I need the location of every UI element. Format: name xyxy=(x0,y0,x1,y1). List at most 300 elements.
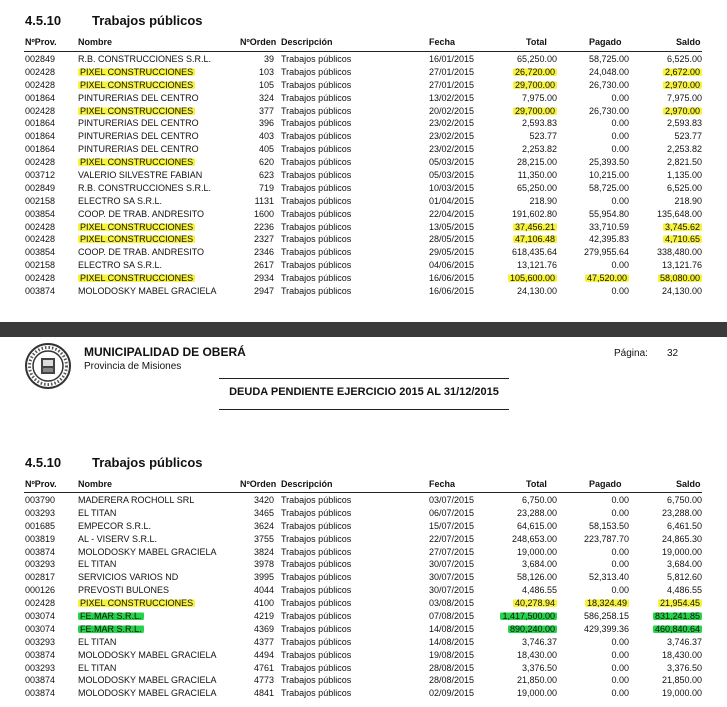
cell-nombre xyxy=(78,105,195,118)
cell-orden: 2934 xyxy=(253,273,274,284)
highlight-mark: PIXEL CONSTRUCCIONES xyxy=(80,273,194,284)
highlight-mark: 2,970.00 xyxy=(664,105,700,116)
cell-desc: Trabajos públicos xyxy=(281,92,352,103)
cell-orden: 4377 xyxy=(253,636,274,647)
cell-nombre: MOLODOSKY MABEL GRACIELA xyxy=(78,649,217,660)
cell-desc: Trabajos públicos xyxy=(281,572,352,583)
table-row xyxy=(0,156,727,169)
cell-pagado: 24,048.00 xyxy=(588,66,629,77)
highlight-mark: FE.MAR S.R.L. xyxy=(80,623,142,634)
table-row xyxy=(0,687,727,700)
cell-total: 19,000.00 xyxy=(516,546,557,557)
cell-nombre: EL TITAN xyxy=(78,636,117,647)
cell-pagado: 0.00 xyxy=(611,585,629,596)
cell-nombre xyxy=(78,597,195,610)
cell-pagado: 0.00 xyxy=(611,662,629,673)
cell-prov: 003854 xyxy=(25,247,56,258)
table-row xyxy=(0,66,727,79)
municipality-name: MUNICIPALIDAD DE OBERÁ xyxy=(84,345,246,359)
cell-prov: 002158 xyxy=(25,195,56,206)
table-row xyxy=(0,623,727,636)
cell-desc: Trabajos públicos xyxy=(281,507,352,518)
cell-orden: 3995 xyxy=(253,572,274,583)
cell-nombre: COOP. DE TRAB. ANDRESITO xyxy=(78,247,205,258)
header-descripcion: Descripción xyxy=(281,479,333,489)
cell-prov: 002817 xyxy=(25,572,56,583)
highlight-mark: 18,324.49 xyxy=(586,598,627,609)
cell-saldo: 3,376.50 xyxy=(666,662,702,673)
section-name-2: Trabajos públicos xyxy=(92,455,203,470)
bottom-table-body xyxy=(0,494,727,700)
cell-total: 13,121.76 xyxy=(516,260,557,271)
cell-saldo xyxy=(630,623,702,636)
cell-total: 4,486.55 xyxy=(521,585,557,596)
table-row xyxy=(0,636,727,649)
cell-fecha: 30/07/2015 xyxy=(429,585,475,596)
cell-orden: 2617 xyxy=(253,260,274,271)
cell-prov: 003293 xyxy=(25,507,56,518)
cell-orden: 3978 xyxy=(253,559,274,570)
cell-prov: 003712 xyxy=(25,170,56,181)
highlight-mark: 21,954.45 xyxy=(659,598,700,609)
cell-total: 3,376.50 xyxy=(521,662,557,673)
cell-pagado: 0.00 xyxy=(611,195,629,206)
header-rule xyxy=(24,51,702,52)
cell-pagado: 0.00 xyxy=(611,507,629,518)
table-row xyxy=(0,182,727,195)
cell-desc: Trabajos públicos xyxy=(281,273,352,284)
cell-saldo: 19,000.00 xyxy=(661,546,702,557)
cell-prov: 003293 xyxy=(25,662,56,673)
cell-desc: Trabajos públicos xyxy=(281,260,352,271)
cell-nombre: ELECTRO SA S.R.L. xyxy=(78,260,163,271)
cell-pagado: 223,787.70 xyxy=(583,533,629,544)
cell-total xyxy=(480,233,557,246)
cell-total: 2,253.82 xyxy=(521,144,557,155)
cell-saldo: 23,288.00 xyxy=(661,507,702,518)
cell-fecha: 16/01/2015 xyxy=(429,54,475,64)
header-total: Total xyxy=(526,37,547,47)
cell-total xyxy=(480,597,557,610)
cell-saldo: 2,593.83 xyxy=(666,118,702,129)
cell-nombre xyxy=(78,66,195,79)
cell-total xyxy=(480,79,557,92)
cell-nombre: MADERERA ROCHOLL SRL xyxy=(78,495,195,505)
cell-desc: Trabajos públicos xyxy=(281,144,352,155)
table-row xyxy=(0,259,727,272)
highlight-mark: 890,240.00 xyxy=(509,623,555,634)
section-name: Trabajos públicos xyxy=(92,13,203,28)
table-row xyxy=(0,233,727,246)
table-header-2 xyxy=(0,477,727,493)
table-row xyxy=(0,546,727,559)
cell-total: 18,430.00 xyxy=(516,649,557,660)
cell-saldo xyxy=(630,610,702,623)
cell-prov: 003854 xyxy=(25,208,56,219)
cell-orden: 3465 xyxy=(253,507,274,518)
cell-saldo xyxy=(630,66,702,79)
cell-nombre: MOLODOSKY MABEL GRACIELA xyxy=(78,688,217,699)
cell-prov: 003293 xyxy=(25,636,56,647)
cell-fecha: 03/08/2015 xyxy=(429,598,475,609)
cell-pagado: 55,954.80 xyxy=(588,208,629,219)
cell-nombre xyxy=(78,272,195,285)
cell-saldo xyxy=(630,272,702,285)
cell-prov: 002428 xyxy=(25,79,56,90)
cell-desc: Trabajos públicos xyxy=(281,221,352,232)
table-row xyxy=(0,649,727,662)
cell-saldo: 523.77 xyxy=(674,131,702,142)
cell-total: 7,975.00 xyxy=(521,92,557,103)
header-descripcion: Descripción xyxy=(281,37,333,47)
cell-prov: 001864 xyxy=(25,118,56,129)
cell-fecha: 14/08/2015 xyxy=(429,623,475,634)
cell-saldo: 135,648.00 xyxy=(656,208,702,219)
cell-fecha: 04/06/2015 xyxy=(429,260,475,271)
cell-saldo: 5,812.60 xyxy=(666,572,702,583)
cell-saldo: 6,525.00 xyxy=(666,182,702,193)
cell-desc: Trabajos públicos xyxy=(281,170,352,181)
cell-nombre: EL TITAN xyxy=(78,559,117,570)
cell-prov: 003874 xyxy=(25,675,56,686)
cell-fecha: 23/02/2015 xyxy=(429,131,475,142)
table-row xyxy=(0,558,727,571)
table-row xyxy=(0,584,727,597)
cell-fecha: 14/08/2015 xyxy=(429,636,475,647)
cell-fecha: 05/03/2015 xyxy=(429,170,475,181)
highlight-mark: 2,970.00 xyxy=(664,79,700,90)
cell-total: 218.90 xyxy=(529,195,557,206)
cell-orden: 2346 xyxy=(253,247,274,258)
table-header xyxy=(0,35,727,51)
table-row xyxy=(0,221,727,234)
cell-total: 65,250.00 xyxy=(516,182,557,193)
highlight-mark: 40,278.94 xyxy=(514,598,555,609)
cell-pagado: 0.00 xyxy=(611,131,629,142)
cell-total xyxy=(480,221,557,234)
cell-pagado: 586,258.15 xyxy=(583,611,629,622)
cell-total: 6,750.00 xyxy=(521,495,557,505)
header-nombre: Nombre xyxy=(78,479,113,489)
cell-orden: 623 xyxy=(258,170,274,181)
cell-nombre xyxy=(78,623,144,636)
cell-total: 3,684.00 xyxy=(521,559,557,570)
highlight-mark: 26,720.00 xyxy=(514,66,555,77)
cell-nombre: ELECTRO SA S.R.L. xyxy=(78,195,163,206)
cell-desc: Trabajos públicos xyxy=(281,623,352,634)
cell-nombre xyxy=(78,221,195,234)
page-label: Página: xyxy=(614,348,648,359)
cell-total: 19,000.00 xyxy=(516,688,557,699)
cell-nombre: AL - VISERV S.R.L. xyxy=(78,533,158,544)
cell-saldo: 2,821.50 xyxy=(666,157,702,168)
cell-prov: 002428 xyxy=(25,221,56,232)
cell-fecha: 22/04/2015 xyxy=(429,208,475,219)
table-row xyxy=(0,494,727,507)
cell-pagado: 279,955.64 xyxy=(583,247,629,258)
cell-desc: Trabajos públicos xyxy=(281,675,352,686)
cell-fecha: 02/09/2015 xyxy=(429,688,475,699)
cell-prov: 003074 xyxy=(25,623,56,634)
cell-fecha: 13/05/2015 xyxy=(429,221,475,232)
cell-saldo xyxy=(630,597,702,610)
cell-saldo: 7,975.00 xyxy=(666,92,702,103)
header-nombre: Nombre xyxy=(78,37,113,47)
highlight-mark: 460,840.64 xyxy=(654,623,700,634)
cell-desc: Trabajos públicos xyxy=(281,649,352,660)
cell-orden: 4219 xyxy=(253,611,274,622)
cell-total: 248,653.00 xyxy=(511,533,557,544)
table-row xyxy=(0,246,727,259)
cell-total: 64,615.00 xyxy=(516,520,557,531)
cell-desc: Trabajos públicos xyxy=(281,54,352,64)
cell-desc: Trabajos públicos xyxy=(281,636,352,647)
header-prov: NºProv. xyxy=(25,37,57,47)
cell-pagado xyxy=(560,597,629,610)
cell-fecha: 01/04/2015 xyxy=(429,195,475,206)
highlight-mark: PIXEL CONSTRUCCIONES xyxy=(80,598,194,609)
cell-saldo: 6,525.00 xyxy=(666,54,702,64)
table-row xyxy=(0,674,727,687)
cell-nombre xyxy=(78,233,195,246)
cell-nombre: MOLODOSKY MABEL GRACIELA xyxy=(78,286,217,297)
cell-fecha: 05/03/2015 xyxy=(429,157,475,168)
cell-total: 23,288.00 xyxy=(516,507,557,518)
cell-saldo: 24,130.00 xyxy=(661,286,702,297)
cell-desc: Trabajos públicos xyxy=(281,520,352,531)
cell-pagado: 33,710.59 xyxy=(588,221,629,232)
cell-fecha: 27/01/2015 xyxy=(429,66,475,77)
cell-nombre: EL TITAN xyxy=(78,662,117,673)
cell-orden: 103 xyxy=(258,66,274,77)
highlight-mark: 47,520.00 xyxy=(586,273,627,284)
cell-saldo: 1,135.00 xyxy=(666,170,702,181)
cell-total xyxy=(480,623,557,636)
cell-fecha: 30/07/2015 xyxy=(429,572,475,583)
cell-desc: Trabajos públicos xyxy=(281,247,352,258)
cell-orden: 3755 xyxy=(253,533,274,544)
cell-nombre xyxy=(78,610,144,623)
highlight-mark: PIXEL CONSTRUCCIONES xyxy=(80,157,194,168)
cell-total: 3,746.37 xyxy=(521,636,557,647)
cell-orden: 403 xyxy=(258,131,274,142)
cell-fecha: 22/07/2015 xyxy=(429,533,475,544)
cell-prov: 002849 xyxy=(25,54,56,64)
cell-orden: 4773 xyxy=(253,675,274,686)
table-row xyxy=(0,143,727,156)
cell-nombre: EL TITAN xyxy=(78,507,117,518)
cell-total: 65,250.00 xyxy=(516,54,557,64)
cell-pagado: 0.00 xyxy=(611,118,629,129)
cell-orden: 4044 xyxy=(253,585,274,596)
cell-fecha: 06/07/2015 xyxy=(429,507,475,518)
cell-prov: 000126 xyxy=(25,585,56,596)
cell-desc: Trabajos públicos xyxy=(281,611,352,622)
cell-nombre: SERVICIOS VARIOS ND xyxy=(78,572,179,583)
cell-saldo xyxy=(630,221,702,234)
cell-saldo xyxy=(630,79,702,92)
cell-pagado: 0.00 xyxy=(611,546,629,557)
cell-prov: 003074 xyxy=(25,611,56,622)
cell-orden: 620 xyxy=(258,157,274,168)
cell-nombre: PINTURERIAS DEL CENTRO xyxy=(78,144,199,155)
highlight-mark: 37,456.21 xyxy=(514,221,555,232)
highlight-mark: 4,710.65 xyxy=(664,234,700,245)
highlight-mark: PIXEL CONSTRUCCIONES xyxy=(80,234,194,245)
cell-orden: 105 xyxy=(258,79,274,90)
cell-saldo: 21,850.00 xyxy=(661,675,702,686)
table-row xyxy=(0,571,727,584)
cell-saldo: 24,865.30 xyxy=(661,533,702,544)
province-name: Provincia de Misiones xyxy=(84,361,182,372)
cell-prov: 003874 xyxy=(25,649,56,660)
cell-saldo: 3,684.00 xyxy=(666,559,702,570)
cell-prov: 003790 xyxy=(25,495,56,505)
cell-pagado: 429,399.36 xyxy=(583,623,629,634)
cell-pagado: 26,730.00 xyxy=(588,105,629,116)
cell-pagado: 0.00 xyxy=(611,144,629,155)
cell-desc: Trabajos públicos xyxy=(281,495,352,505)
table-row xyxy=(0,195,727,208)
cell-pagado: 26,730.00 xyxy=(588,79,629,90)
cell-prov: 003874 xyxy=(25,546,56,557)
top-table-body xyxy=(0,53,727,298)
cell-pagado: 0.00 xyxy=(611,636,629,647)
report-title: DEUDA PENDIENTE EJERCICIO 2015 AL 31/12/2015 xyxy=(229,386,499,398)
cell-pagado: 0.00 xyxy=(611,92,629,103)
cell-desc: Trabajos públicos xyxy=(281,118,352,129)
cell-prov: 001864 xyxy=(25,92,56,103)
cell-fecha: 03/07/2015 xyxy=(429,495,475,505)
header-pagado: Pagado xyxy=(589,37,622,47)
cell-saldo: 338,480.00 xyxy=(656,247,702,258)
highlight-mark: PIXEL CONSTRUCCIONES xyxy=(80,221,194,232)
cell-fecha: 27/07/2015 xyxy=(429,546,475,557)
cell-desc: Trabajos públicos xyxy=(281,559,352,570)
highlight-mark: 47,106.48 xyxy=(514,234,555,245)
cell-total: 24,130.00 xyxy=(516,286,557,297)
cell-desc: Trabajos públicos xyxy=(281,546,352,557)
cell-nombre: EMPECOR S.R.L. xyxy=(78,520,152,531)
cell-fecha: 30/07/2015 xyxy=(429,559,475,570)
cell-desc: Trabajos públicos xyxy=(281,105,352,116)
cell-nombre: R.B. CONSTRUCCIONES S.R.L. xyxy=(78,182,212,193)
cell-desc: Trabajos públicos xyxy=(281,662,352,673)
cell-saldo: 18,430.00 xyxy=(661,649,702,660)
cell-fecha: 28/08/2015 xyxy=(429,675,475,686)
header-pagado: Pagado xyxy=(589,479,622,489)
cell-orden: 4761 xyxy=(253,662,274,673)
table-row xyxy=(0,520,727,533)
cell-saldo: 2,253.82 xyxy=(666,144,702,155)
table-row xyxy=(0,53,727,66)
cell-pagado: 10,215.00 xyxy=(588,170,629,181)
cell-nombre: MOLODOSKY MABEL GRACIELA xyxy=(78,546,217,557)
cell-fecha: 23/02/2015 xyxy=(429,144,475,155)
cell-pagado: 0.00 xyxy=(611,688,629,699)
cell-prov: 001685 xyxy=(25,520,56,531)
cell-desc: Trabajos públicos xyxy=(281,533,352,544)
cell-prov: 002849 xyxy=(25,182,56,193)
cell-total xyxy=(480,66,557,79)
cell-pagado: 58,725.00 xyxy=(588,54,629,64)
cell-total: 191,602.80 xyxy=(511,208,557,219)
table-row xyxy=(0,169,727,182)
cell-pagado: 0.00 xyxy=(611,559,629,570)
cell-orden: 3624 xyxy=(253,520,274,531)
cell-pagado: 0.00 xyxy=(611,675,629,686)
cell-prov: 003874 xyxy=(25,286,56,297)
cell-prov: 002428 xyxy=(25,157,56,168)
cell-fecha: 16/06/2015 xyxy=(429,286,475,297)
cell-total: 28,215.00 xyxy=(516,157,557,168)
cell-saldo: 4,486.55 xyxy=(666,585,702,596)
cell-fecha: 07/08/2015 xyxy=(429,611,475,622)
cell-prov: 001864 xyxy=(25,144,56,155)
cell-pagado: 58,725.00 xyxy=(588,182,629,193)
cell-orden: 2947 xyxy=(253,286,274,297)
page-number: 32 xyxy=(667,348,679,359)
page-divider xyxy=(0,322,727,337)
cell-orden: 719 xyxy=(258,182,274,193)
cell-desc: Trabajos públicos xyxy=(281,182,352,193)
cell-nombre xyxy=(78,156,195,169)
cell-prov: 003819 xyxy=(25,533,56,544)
cell-total xyxy=(480,610,557,623)
cell-pagado: 58,153.50 xyxy=(588,520,629,531)
cell-nombre: PINTURERIAS DEL CENTRO xyxy=(78,92,199,103)
cell-total xyxy=(480,105,557,118)
table-row xyxy=(0,597,727,610)
cell-orden: 3824 xyxy=(253,546,274,557)
cell-orden: 39 xyxy=(263,54,274,64)
cell-prov: 002428 xyxy=(25,105,56,116)
header-total: Total xyxy=(526,479,547,489)
cell-nombre: R.B. CONSTRUCCIONES S.R.L. xyxy=(78,54,212,64)
highlight-mark: PIXEL CONSTRUCCIONES xyxy=(80,79,194,90)
cell-desc: Trabajos públicos xyxy=(281,688,352,699)
cell-fecha: 15/07/2015 xyxy=(429,520,475,531)
cell-prov: 002428 xyxy=(25,234,56,245)
header-saldo: Saldo xyxy=(676,37,701,47)
cell-saldo xyxy=(630,233,702,246)
cell-orden: 324 xyxy=(258,92,274,103)
section-number: 4.5.10 xyxy=(25,13,62,28)
cell-total: 21,850.00 xyxy=(516,675,557,686)
header-prov: NºProv. xyxy=(25,479,57,489)
cell-pagado: 52,313.40 xyxy=(588,572,629,583)
cell-fecha: 13/02/2015 xyxy=(429,92,475,103)
cell-nombre: MOLODOSKY MABEL GRACIELA xyxy=(78,675,217,686)
cell-prov: 003874 xyxy=(25,688,56,699)
cell-fecha: 27/01/2015 xyxy=(429,79,475,90)
cell-desc: Trabajos públicos xyxy=(281,66,352,77)
cell-desc: Trabajos públicos xyxy=(281,79,352,90)
top-page xyxy=(0,0,727,322)
highlight-mark: FE.MAR S.R.L. xyxy=(80,611,142,622)
cell-desc: Trabajos públicos xyxy=(281,598,352,609)
cell-fecha: 28/05/2015 xyxy=(429,234,475,245)
cell-total: 11,350.00 xyxy=(517,170,557,181)
header-saldo: Saldo xyxy=(676,479,701,489)
table-row xyxy=(0,208,727,221)
cell-prov: 002428 xyxy=(25,66,56,77)
cell-saldo: 3,746.37 xyxy=(666,636,702,647)
cell-nombre xyxy=(78,79,195,92)
header-orden: NºOrden xyxy=(240,37,277,47)
cell-fecha: 29/05/2015 xyxy=(429,247,475,258)
municipal-seal-icon xyxy=(24,342,72,390)
